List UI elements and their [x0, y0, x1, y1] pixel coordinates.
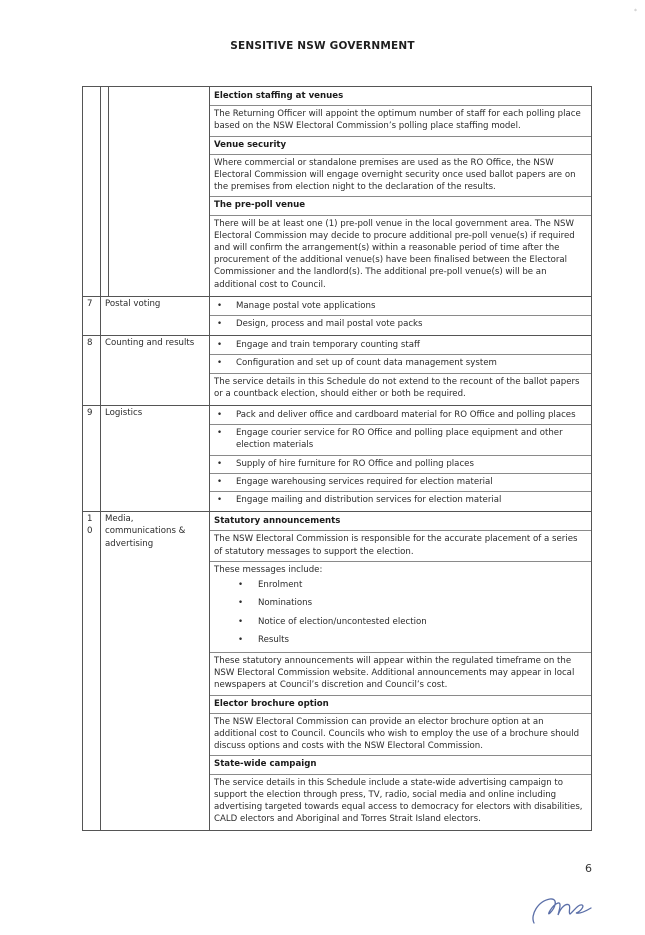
- sub-list-item: • Nominations: [214, 594, 587, 612]
- bullet-item: [210, 407, 591, 425]
- paragraph-text: These statutory announcements will appear within the regulated timeframe on the NSW Electoral Commission website. Additional announcements may appear in local newspapers at Council’s discretion and Council’s cost.: [214, 655, 575, 691]
- paragraph-text: The NSW Electoral Commission can provide an elector brochure option at an additional cost to Council. Councils who wish to employ the use of a brochure should discuss options and costs with the NSW Electoral Commission.: [214, 716, 580, 752]
- service-description: [210, 512, 592, 831]
- paragraph-text: The Returning Officer will appoint the optimum number of staff for each polling place based on the NSW Electoral Commission’s polling place staffing model.: [214, 109, 581, 132]
- bullet-item: [210, 298, 591, 316]
- service-label: Logistics: [101, 406, 210, 512]
- bullet-item: [210, 425, 591, 455]
- paragraph-text: There will be at least one (1) pre-poll venue in the local government area. The NSW Electoral Commission may decide to procure additional pre-poll venue(s) if required and will confirm the arrangement(s) within a reasonable period of time after the procurement of the additional venue(s) have been finalised between the Electoral Commissioner and the landlord(s). The additional pre-poll venue(s) will be an additional cost to Council.: [214, 218, 575, 290]
- service-label: Postal voting: [101, 296, 210, 335]
- section-heading: State-wide campaign: [210, 756, 591, 774]
- table-row: [83, 336, 592, 406]
- table-row: [83, 512, 592, 831]
- paragraph-text: The service details in this Schedule do not extend to the recount of the ballot papers or a countback election, should either or both be required.: [214, 376, 580, 399]
- signature: [528, 893, 598, 929]
- bullet-item: [210, 316, 591, 333]
- section-heading: The pre-poll venue: [210, 197, 591, 215]
- service-description: [210, 406, 592, 512]
- table-row: [83, 296, 592, 335]
- bullet-item: [210, 456, 591, 474]
- paragraph: [210, 374, 591, 403]
- page-number: 6: [585, 862, 592, 875]
- bullet-text: • Manage postal vote applications: [214, 300, 587, 312]
- section-heading: Venue security: [210, 137, 591, 155]
- paragraph: [210, 714, 591, 757]
- bullet-item: [210, 474, 591, 492]
- service-label: Counting and results: [101, 336, 210, 406]
- paragraph: [210, 775, 591, 829]
- service-description: [210, 336, 592, 406]
- bullet-text: • Pack and deliver office and cardboard material for RO Office and polling places: [214, 409, 587, 421]
- row-number: 8: [83, 336, 101, 406]
- sub-list-item: • Notice of election/uncontested election: [214, 613, 587, 631]
- page-header: SENSITIVE NSW GOVERNMENT: [230, 40, 415, 52]
- service-description: [210, 87, 592, 297]
- sub-list-item: • Results: [214, 631, 587, 649]
- section-heading: Election staffing at venues: [210, 88, 591, 106]
- table-row: [83, 87, 592, 297]
- row-number: 1 0: [83, 512, 101, 831]
- bullet-item: [210, 355, 591, 373]
- schedule-table: [82, 86, 592, 831]
- paragraph: [210, 653, 591, 696]
- paragraph-text: These messages include:: [214, 564, 323, 575]
- paragraph: [210, 531, 591, 561]
- section-heading: Statutory announcements: [210, 513, 591, 531]
- spacer-cell: [101, 87, 109, 297]
- paragraph-text: The NSW Electoral Commission is responsible for the accurate placement of a series of statutory messages to support the election.: [214, 534, 578, 557]
- paragraph: [210, 216, 591, 294]
- row-number: [83, 87, 101, 297]
- row-number: 9: [83, 406, 101, 512]
- sub-list-item: • Enrolment: [214, 576, 587, 594]
- service-label: [109, 87, 210, 297]
- section-heading: Elector brochure option: [210, 696, 591, 714]
- table-row: [83, 406, 592, 512]
- paragraph: [210, 562, 591, 653]
- paragraph-text: Where commercial or standalone premises are used as the RO Office, the NSW Electoral Commission will engage overnight security once used ballot papers are on the premises from election night to the declaration of the results.: [214, 157, 576, 193]
- service-label: Media, communications & advertising: [101, 512, 210, 831]
- bullet-item: [210, 492, 591, 509]
- row-number: 7: [83, 296, 101, 335]
- sub-list: [214, 576, 587, 649]
- bullet-text: • Design, process and mail postal vote packs: [214, 318, 587, 330]
- bullet-text: • Configuration and set up of count data management system: [214, 357, 587, 369]
- paragraph: [210, 106, 591, 136]
- bullet-text: • Engage mailing and distribution services for election material: [214, 494, 587, 506]
- bullet-text: • Engage and train temporary counting staff: [214, 339, 587, 351]
- bullet-text: • Engage courier service for RO Office and polling place equipment and other election materials: [214, 427, 587, 451]
- bullet-text: • Engage warehousing services required for election material: [214, 476, 587, 488]
- corner-mark: *: [634, 8, 637, 15]
- bullet-text: • Supply of hire furniture for RO Office and polling places: [214, 458, 587, 470]
- paragraph-text: The service details in this Schedule include a state-wide advertising campaign to support the election through press, TV, radio, social media and online including advertising targeted towards equal access to democracy for electors with disabilities, CALD electors and Aboriginal and Torres Strait Island electors.: [214, 777, 583, 825]
- bullet-item: [210, 337, 591, 355]
- service-description: [210, 296, 592, 335]
- paragraph: [210, 155, 591, 198]
